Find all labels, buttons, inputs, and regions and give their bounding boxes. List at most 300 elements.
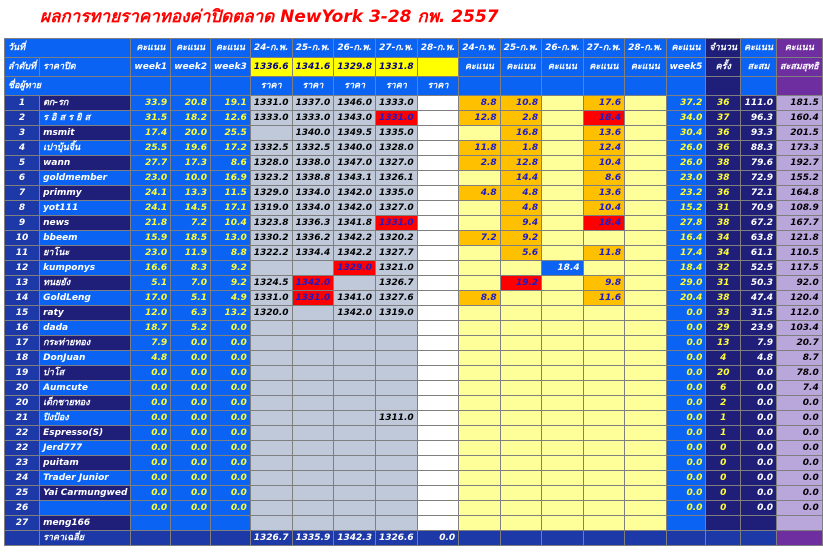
header-score-acc[interactable]: คะแนน: [741, 39, 777, 58]
footer-empty[interactable]: [777, 531, 823, 546]
row-number[interactable]: 17: [5, 336, 40, 351]
day-score[interactable]: [625, 516, 666, 531]
day-score[interactable]: [625, 441, 666, 456]
guess-price[interactable]: 1342.0: [292, 276, 334, 291]
week1-score[interactable]: 21.8: [131, 216, 171, 231]
week3-score[interactable]: 10.4: [210, 216, 250, 231]
header-empty[interactable]: [500, 77, 541, 96]
guess-price[interactable]: [334, 366, 376, 381]
times-count[interactable]: 36: [706, 141, 741, 156]
times-count[interactable]: 6: [706, 381, 741, 396]
footer-average-label[interactable]: ราคาเฉลี่ย: [40, 531, 131, 546]
week2-score[interactable]: 17.3: [171, 156, 211, 171]
accum-score[interactable]: [741, 516, 777, 531]
guess-price[interactable]: [417, 156, 458, 171]
guess-price[interactable]: 1331.0: [250, 291, 292, 306]
week5-score[interactable]: 23.2: [666, 186, 706, 201]
guess-price[interactable]: [417, 141, 458, 156]
guess-price[interactable]: [417, 381, 458, 396]
accum-total[interactable]: 92.0: [777, 276, 823, 291]
day-score[interactable]: [459, 366, 500, 381]
guess-price[interactable]: 1334.4: [292, 246, 334, 261]
week5-score[interactable]: 0.0: [666, 426, 706, 441]
day-score[interactable]: [500, 366, 541, 381]
accum-score[interactable]: 72.9: [741, 171, 777, 186]
guess-price[interactable]: 1311.0: [375, 411, 417, 426]
footer-empty[interactable]: [542, 531, 583, 546]
guess-price[interactable]: 1338.0: [292, 156, 334, 171]
row-number[interactable]: 16: [5, 321, 40, 336]
guess-price[interactable]: 1330.2: [250, 231, 292, 246]
day-score[interactable]: [583, 321, 624, 336]
week5-score[interactable]: 0.0: [666, 486, 706, 501]
guess-price[interactable]: 1342.0: [334, 186, 376, 201]
day-score[interactable]: 12.8: [500, 156, 541, 171]
row-number[interactable]: 5: [5, 156, 40, 171]
guess-price[interactable]: [334, 276, 376, 291]
guess-price[interactable]: 1333.0: [292, 111, 334, 126]
day-score[interactable]: [542, 441, 583, 456]
day-score[interactable]: 10.4: [583, 156, 624, 171]
week1-score[interactable]: 0.0: [131, 381, 171, 396]
guess-price[interactable]: 1323.8: [250, 216, 292, 231]
guess-price[interactable]: 1329.0: [250, 186, 292, 201]
week3-score[interactable]: 0.0: [210, 426, 250, 441]
average-price[interactable]: 1342.3: [334, 531, 376, 546]
guess-price[interactable]: 1340.0: [334, 141, 376, 156]
footer-empty[interactable]: [459, 531, 500, 546]
header-empty[interactable]: [741, 77, 777, 96]
day-score[interactable]: [583, 516, 624, 531]
row-number[interactable]: 10: [5, 231, 40, 246]
day-score[interactable]: 9.8: [583, 276, 624, 291]
accum-total[interactable]: 120.4: [777, 291, 823, 306]
accum-score[interactable]: 72.1: [741, 186, 777, 201]
day-score[interactable]: [459, 426, 500, 441]
week2-score[interactable]: 13.3: [171, 186, 211, 201]
times-count[interactable]: 0: [706, 486, 741, 501]
week1-score[interactable]: 25.5: [131, 141, 171, 156]
week3-score[interactable]: 0.0: [210, 351, 250, 366]
row-number[interactable]: 4: [5, 141, 40, 156]
header-close-label[interactable]: ราคาปิด: [40, 58, 131, 77]
row-number[interactable]: 7: [5, 186, 40, 201]
member-name[interactable]: DonJuan: [40, 351, 131, 366]
accum-score[interactable]: 0.0: [741, 456, 777, 471]
guess-price[interactable]: [334, 411, 376, 426]
day-score[interactable]: 1.8: [500, 141, 541, 156]
header-score-w5[interactable]: คะแนน: [666, 39, 706, 58]
times-count[interactable]: 29: [706, 321, 741, 336]
times-count[interactable]: 1: [706, 411, 741, 426]
day-score[interactable]: [583, 411, 624, 426]
accum-score[interactable]: 0.0: [741, 441, 777, 456]
member-name[interactable]: puitam: [40, 456, 131, 471]
day-score[interactable]: [542, 216, 583, 231]
week1-score[interactable]: 0.0: [131, 426, 171, 441]
guess-price[interactable]: [417, 201, 458, 216]
accum-total[interactable]: 201.5: [777, 126, 823, 141]
day-score[interactable]: [625, 261, 666, 276]
guess-price[interactable]: [292, 336, 334, 351]
week5-score[interactable]: 0.0: [666, 366, 706, 381]
accum-score[interactable]: 0.0: [741, 426, 777, 441]
day-score[interactable]: 17.6: [583, 96, 624, 111]
day-score[interactable]: [625, 456, 666, 471]
day-score[interactable]: [459, 261, 500, 276]
week3-score[interactable]: [210, 516, 250, 531]
day-score[interactable]: [625, 351, 666, 366]
day-score[interactable]: 9.4: [500, 216, 541, 231]
day-score[interactable]: [542, 96, 583, 111]
day-score[interactable]: [459, 396, 500, 411]
guess-price[interactable]: 1336.3: [292, 216, 334, 231]
day-score[interactable]: [625, 96, 666, 111]
header-date-score[interactable]: 24-ก.พ.: [459, 39, 500, 58]
day-score[interactable]: [459, 126, 500, 141]
row-number[interactable]: 11: [5, 246, 40, 261]
header-member[interactable]: ชื่อผู้ทาย: [5, 77, 131, 96]
guess-price[interactable]: 1337.0: [292, 96, 334, 111]
day-score[interactable]: [500, 336, 541, 351]
accum-total[interactable]: 155.2: [777, 171, 823, 186]
header-price[interactable]: ราคา: [334, 77, 376, 96]
day-score[interactable]: 18.4: [542, 261, 583, 276]
guess-price[interactable]: [417, 231, 458, 246]
week1-score[interactable]: 17.4: [131, 126, 171, 141]
guess-price[interactable]: [417, 321, 458, 336]
week5-score[interactable]: 23.0: [666, 171, 706, 186]
day-score[interactable]: [583, 396, 624, 411]
accum-score[interactable]: 96.3: [741, 111, 777, 126]
guess-price[interactable]: [292, 501, 334, 516]
member-name[interactable]: กระท่ายทอง: [40, 336, 131, 351]
day-score[interactable]: [542, 486, 583, 501]
accum-score[interactable]: 70.9: [741, 201, 777, 216]
guess-price[interactable]: 1320.0: [250, 306, 292, 321]
header-date-score[interactable]: 25-ก.พ.: [500, 39, 541, 58]
day-score[interactable]: 4.8: [500, 201, 541, 216]
day-score[interactable]: 18.4: [583, 111, 624, 126]
accum-total[interactable]: 0.0: [777, 426, 823, 441]
member-name[interactable]: Trader Junior: [40, 471, 131, 486]
guess-price[interactable]: [334, 516, 376, 531]
close-price[interactable]: 1341.6: [292, 58, 334, 77]
day-score[interactable]: [625, 126, 666, 141]
row-number[interactable]: 6: [5, 171, 40, 186]
week2-score[interactable]: 19.6: [171, 141, 211, 156]
member-name[interactable]: เปาบุ้นจิ้น: [40, 141, 131, 156]
week1-score[interactable]: 7.9: [131, 336, 171, 351]
row-number[interactable]: 14: [5, 291, 40, 306]
member-name[interactable]: Jerd777: [40, 441, 131, 456]
average-price[interactable]: 0.0: [417, 531, 458, 546]
day-score[interactable]: [542, 351, 583, 366]
day-score[interactable]: [500, 501, 541, 516]
header-empty[interactable]: [706, 77, 741, 96]
day-score[interactable]: [625, 156, 666, 171]
guess-price[interactable]: 1326.7: [375, 276, 417, 291]
guess-price[interactable]: [417, 396, 458, 411]
row-number[interactable]: 9: [5, 216, 40, 231]
accum-total[interactable]: 173.3: [777, 141, 823, 156]
guess-price[interactable]: [417, 276, 458, 291]
accum-score[interactable]: 52.5: [741, 261, 777, 276]
day-score[interactable]: 14.4: [500, 171, 541, 186]
guess-price[interactable]: [417, 366, 458, 381]
guess-price[interactable]: 1336.2: [292, 231, 334, 246]
day-score[interactable]: [542, 366, 583, 381]
accum-total[interactable]: 20.7: [777, 336, 823, 351]
day-score[interactable]: [625, 276, 666, 291]
member-name[interactable]: msmit: [40, 126, 131, 141]
guess-price[interactable]: 1321.0: [375, 261, 417, 276]
guess-price[interactable]: 1342.0: [334, 306, 376, 321]
week3-score[interactable]: 4.9: [210, 291, 250, 306]
guess-price[interactable]: [417, 96, 458, 111]
day-score[interactable]: [459, 171, 500, 186]
accum-score[interactable]: 0.0: [741, 501, 777, 516]
guess-price[interactable]: [292, 411, 334, 426]
member-name[interactable]: Yai Carmungwed: [40, 486, 131, 501]
accum-score[interactable]: 79.6: [741, 156, 777, 171]
week2-score[interactable]: 10.0: [171, 171, 211, 186]
guess-price[interactable]: [375, 501, 417, 516]
week3-score[interactable]: 16.9: [210, 171, 250, 186]
header-score-day[interactable]: คะแนน: [459, 58, 500, 77]
day-score[interactable]: [583, 231, 624, 246]
header-day-label[interactable]: วันที่: [5, 39, 131, 58]
week5-score[interactable]: 26.0: [666, 141, 706, 156]
day-score[interactable]: [500, 516, 541, 531]
times-count[interactable]: 4: [706, 351, 741, 366]
week5-score[interactable]: 29.0: [666, 276, 706, 291]
day-score[interactable]: 12.4: [583, 141, 624, 156]
guess-price[interactable]: [417, 456, 458, 471]
accum-total[interactable]: 0.0: [777, 396, 823, 411]
guess-price[interactable]: 1328.0: [250, 156, 292, 171]
week3-score[interactable]: 0.0: [210, 336, 250, 351]
week3-score[interactable]: 0.0: [210, 411, 250, 426]
day-score[interactable]: [583, 261, 624, 276]
guess-price[interactable]: 1338.8: [292, 171, 334, 186]
week2-score[interactable]: 0.0: [171, 381, 211, 396]
accum-score[interactable]: 31.5: [741, 306, 777, 321]
guess-price[interactable]: [292, 456, 334, 471]
week3-score[interactable]: 19.1: [210, 96, 250, 111]
day-score[interactable]: [459, 246, 500, 261]
guess-price[interactable]: 1322.2: [250, 246, 292, 261]
guess-price[interactable]: [250, 426, 292, 441]
member-name[interactable]: ร อิ ส ร ยิ ส: [40, 111, 131, 126]
week1-score[interactable]: 33.9: [131, 96, 171, 111]
day-score[interactable]: [459, 321, 500, 336]
guess-price[interactable]: [417, 261, 458, 276]
accum-total[interactable]: 7.4: [777, 381, 823, 396]
accum-total[interactable]: 108.9: [777, 201, 823, 216]
times-count[interactable]: 32: [706, 261, 741, 276]
week3-score[interactable]: 0.0: [210, 501, 250, 516]
accum-total[interactable]: 181.5: [777, 96, 823, 111]
guess-price[interactable]: [292, 306, 334, 321]
accum-total[interactable]: 0.0: [777, 456, 823, 471]
day-score[interactable]: [500, 291, 541, 306]
member-name[interactable]: GoldLeng: [40, 291, 131, 306]
day-score[interactable]: 16.8: [500, 126, 541, 141]
week1-score[interactable]: 0.0: [131, 501, 171, 516]
week1-score[interactable]: 18.7: [131, 321, 171, 336]
day-score[interactable]: [500, 471, 541, 486]
member-name[interactable]: news: [40, 216, 131, 231]
day-score[interactable]: [459, 216, 500, 231]
accum-score[interactable]: 7.9: [741, 336, 777, 351]
day-score[interactable]: [625, 381, 666, 396]
day-score[interactable]: [542, 231, 583, 246]
row-number[interactable]: 20: [5, 396, 40, 411]
member-name[interactable]: goldmember: [40, 171, 131, 186]
guess-price[interactable]: [375, 396, 417, 411]
average-price[interactable]: 1326.6: [375, 531, 417, 546]
day-score[interactable]: [542, 321, 583, 336]
guess-price[interactable]: [417, 516, 458, 531]
day-score[interactable]: [500, 486, 541, 501]
guess-price[interactable]: [334, 396, 376, 411]
header-date-price[interactable]: 26-ก.พ.: [334, 39, 376, 58]
day-score[interactable]: [625, 201, 666, 216]
footer-empty[interactable]: [131, 531, 171, 546]
accum-total[interactable]: 110.5: [777, 246, 823, 261]
accum-score[interactable]: 93.3: [741, 126, 777, 141]
week2-score[interactable]: 18.2: [171, 111, 211, 126]
week3-score[interactable]: 13.2: [210, 306, 250, 321]
header-week5[interactable]: week5: [666, 58, 706, 77]
day-score[interactable]: [542, 501, 583, 516]
week2-score[interactable]: [171, 516, 211, 531]
day-score[interactable]: [583, 471, 624, 486]
header-date-price[interactable]: 28-ก.พ.: [417, 39, 458, 58]
member-name[interactable]: Espresso(S): [40, 426, 131, 441]
guess-price[interactable]: [417, 291, 458, 306]
accum-total[interactable]: 0.0: [777, 501, 823, 516]
member-name[interactable]: Aumcute: [40, 381, 131, 396]
day-score[interactable]: [583, 351, 624, 366]
guess-price[interactable]: 1346.0: [334, 96, 376, 111]
week3-score[interactable]: 9.2: [210, 276, 250, 291]
times-count[interactable]: 0: [706, 456, 741, 471]
guess-price[interactable]: 1323.2: [250, 171, 292, 186]
times-count[interactable]: 31: [706, 201, 741, 216]
guess-price[interactable]: [417, 426, 458, 441]
guess-price[interactable]: [334, 456, 376, 471]
guess-price[interactable]: [417, 471, 458, 486]
accum-score[interactable]: 88.3: [741, 141, 777, 156]
guess-price[interactable]: [250, 456, 292, 471]
header-date-price[interactable]: 27-ก.พ.: [375, 39, 417, 58]
guess-price[interactable]: [250, 516, 292, 531]
guess-price[interactable]: [250, 366, 292, 381]
day-score[interactable]: [625, 321, 666, 336]
header-date-price[interactable]: 25-ก.พ.: [292, 39, 334, 58]
guess-price[interactable]: [375, 336, 417, 351]
guess-price[interactable]: 1343.0: [334, 111, 376, 126]
guess-price[interactable]: 1327.0: [375, 156, 417, 171]
times-count[interactable]: 0: [706, 441, 741, 456]
day-score[interactable]: [583, 501, 624, 516]
guess-price[interactable]: [417, 501, 458, 516]
row-number[interactable]: 20: [5, 381, 40, 396]
day-score[interactable]: [500, 261, 541, 276]
guess-price[interactable]: [334, 321, 376, 336]
week5-score[interactable]: 0.0: [666, 441, 706, 456]
day-score[interactable]: [542, 171, 583, 186]
header-empty[interactable]: [777, 77, 823, 96]
week5-score[interactable]: 16.4: [666, 231, 706, 246]
guess-price[interactable]: 1327.0: [375, 201, 417, 216]
week5-score[interactable]: 18.4: [666, 261, 706, 276]
header-score-w1[interactable]: คะแนน: [131, 39, 171, 58]
week2-score[interactable]: 5.2: [171, 321, 211, 336]
guess-price[interactable]: [334, 441, 376, 456]
week2-score[interactable]: 20.8: [171, 96, 211, 111]
accum-total[interactable]: 0.0: [777, 486, 823, 501]
accum-score[interactable]: 61.1: [741, 246, 777, 261]
guess-price[interactable]: 1334.0: [292, 201, 334, 216]
header-price[interactable]: ราคา: [417, 77, 458, 96]
guess-price[interactable]: 1332.5: [292, 141, 334, 156]
guess-price[interactable]: 1326.1: [375, 171, 417, 186]
times-count[interactable]: 37: [706, 111, 741, 126]
guess-price[interactable]: [250, 501, 292, 516]
day-score[interactable]: [500, 396, 541, 411]
guess-price[interactable]: [250, 126, 292, 141]
member-name[interactable]: raty: [40, 306, 131, 321]
guess-price[interactable]: [375, 516, 417, 531]
accum-total[interactable]: 192.7: [777, 156, 823, 171]
guess-price[interactable]: 1327.6: [375, 291, 417, 306]
week1-score[interactable]: 15.9: [131, 231, 171, 246]
day-score[interactable]: [583, 366, 624, 381]
week2-score[interactable]: 0.0: [171, 366, 211, 381]
day-score[interactable]: [542, 306, 583, 321]
header-empty[interactable]: [171, 77, 211, 96]
close-price[interactable]: 1336.6: [250, 58, 292, 77]
times-count[interactable]: 31: [706, 276, 741, 291]
day-score[interactable]: [625, 111, 666, 126]
footer-empty[interactable]: [625, 531, 666, 546]
average-price[interactable]: 1326.7: [250, 531, 292, 546]
guess-price[interactable]: [375, 366, 417, 381]
week5-score[interactable]: 0.0: [666, 381, 706, 396]
member-name[interactable]: primmy: [40, 186, 131, 201]
header-empty[interactable]: [583, 77, 624, 96]
day-score[interactable]: 8.8: [459, 96, 500, 111]
week2-score[interactable]: 7.2: [171, 216, 211, 231]
week2-score[interactable]: 0.0: [171, 501, 211, 516]
average-price[interactable]: 1335.9: [292, 531, 334, 546]
member-name[interactable]: ปิงป้อง: [40, 411, 131, 426]
week5-score[interactable]: 20.4: [666, 291, 706, 306]
row-number[interactable]: 18: [5, 351, 40, 366]
day-score[interactable]: [625, 336, 666, 351]
guess-price[interactable]: [417, 246, 458, 261]
day-score[interactable]: 13.6: [583, 186, 624, 201]
header-price[interactable]: ราคา: [292, 77, 334, 96]
day-score[interactable]: 2.8: [459, 156, 500, 171]
guess-price[interactable]: [250, 351, 292, 366]
guess-price[interactable]: 1334.0: [292, 186, 334, 201]
accum-score[interactable]: 111.0: [741, 96, 777, 111]
week3-score[interactable]: 0.0: [210, 321, 250, 336]
